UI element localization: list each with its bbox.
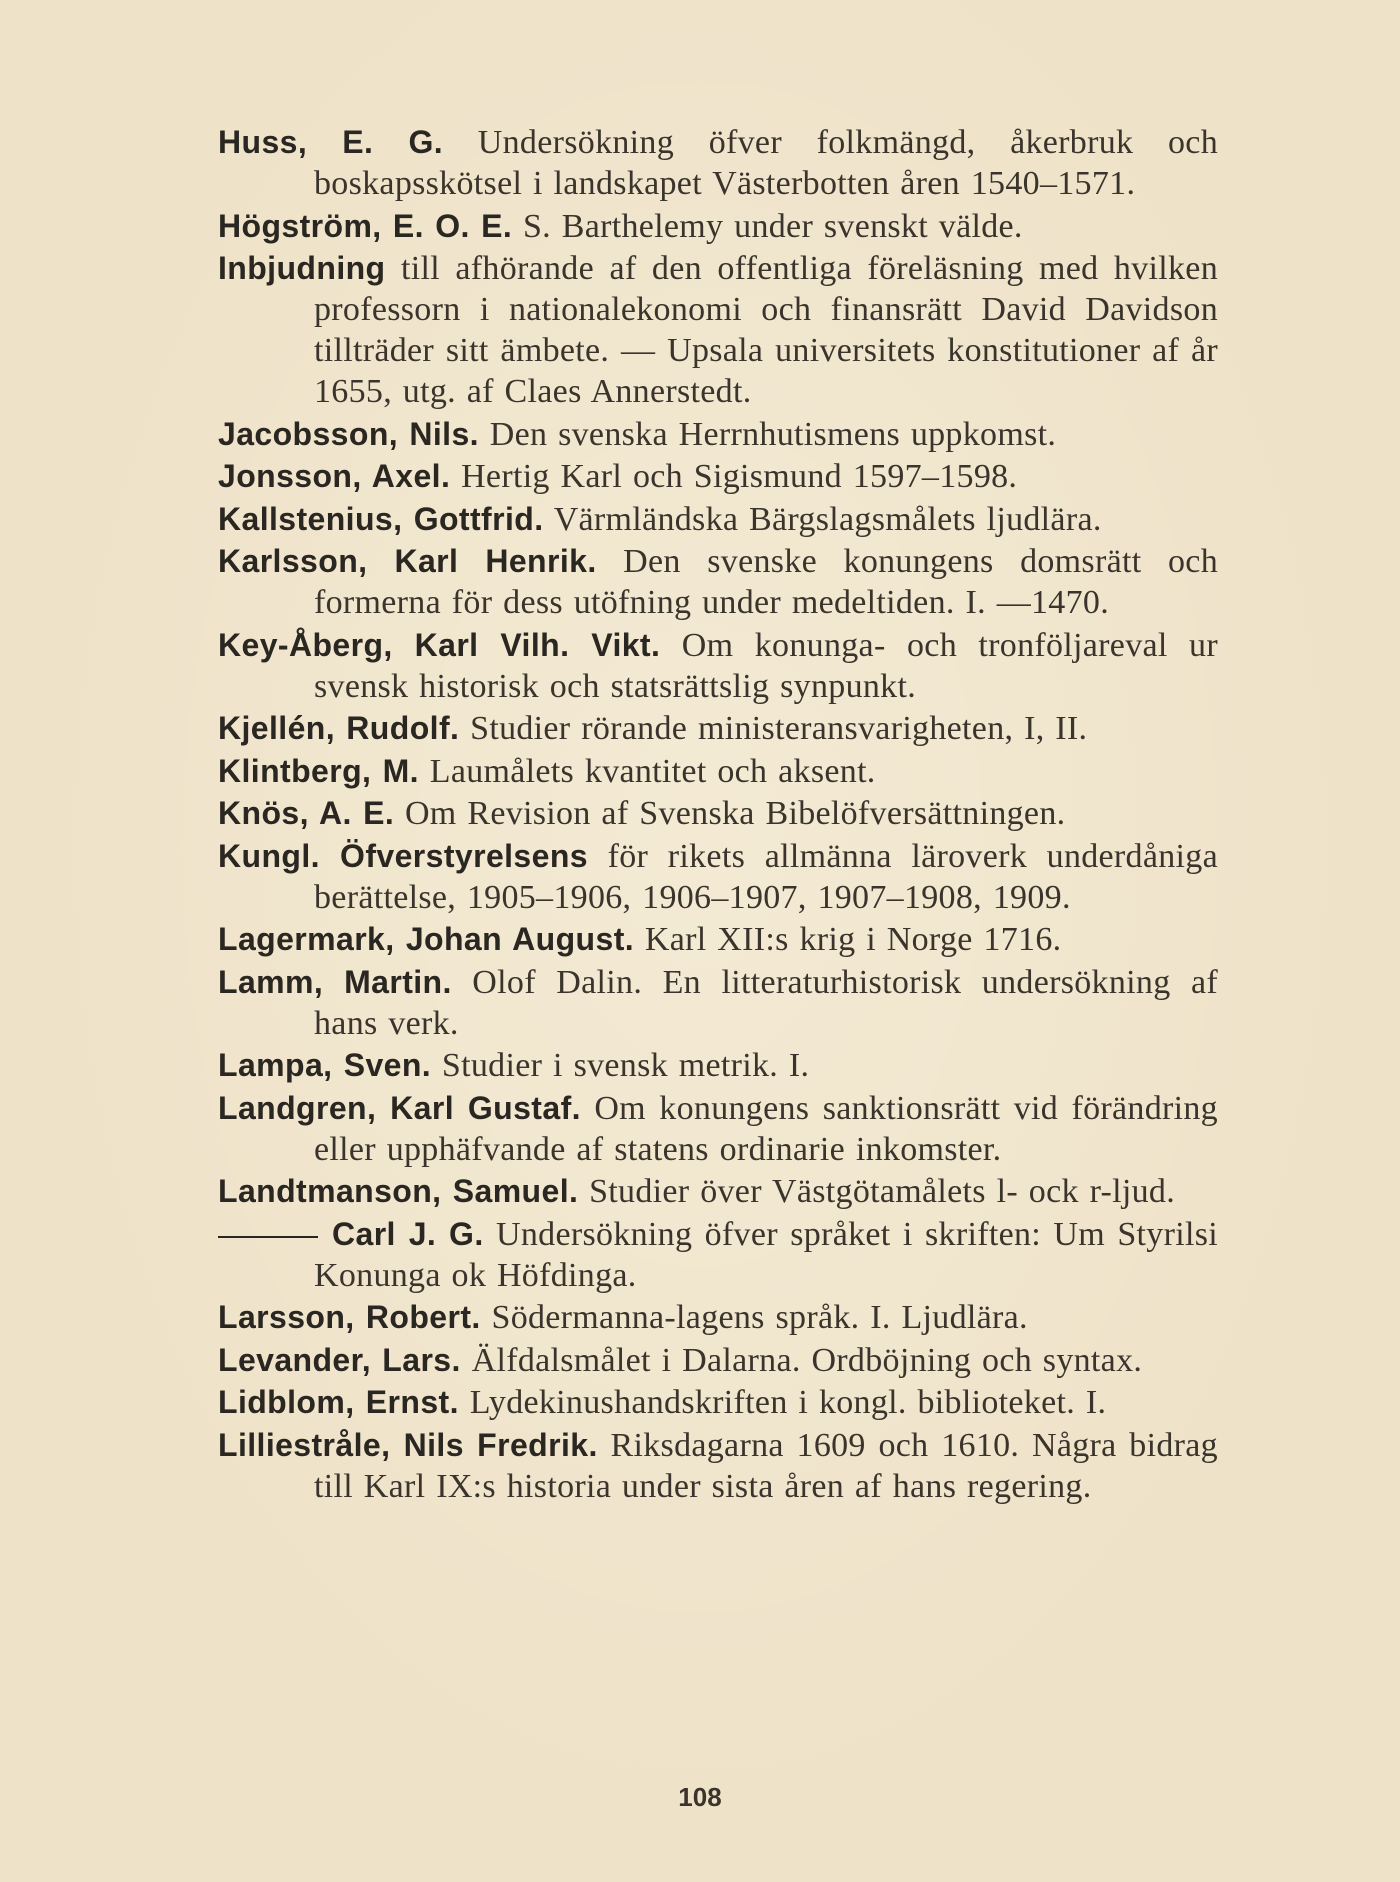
entry-author: Klintberg, M. xyxy=(218,752,419,789)
bibliography-entry xyxy=(218,541,1218,623)
bibliography-entry xyxy=(218,1382,1218,1423)
entry-author: Kungl. Öfverstyrelsens xyxy=(218,837,588,874)
bibliography-entry xyxy=(218,1425,1218,1507)
bibliography-entry xyxy=(218,1171,1218,1212)
bibliography-entry xyxy=(218,1297,1218,1338)
bibliography-entry xyxy=(218,751,1218,792)
entry-author: Levander, Lars. xyxy=(218,1341,461,1378)
entry-title: Lydekinushandskriften i kongl. biblioteket. I. xyxy=(469,1384,1107,1421)
entry-author: Högström, E. O. E. xyxy=(218,207,513,244)
entry-author: Karlsson, Karl Henrik. xyxy=(218,543,597,579)
bibliography-entry xyxy=(218,625,1218,707)
entry-title: Olof Dalin. En litteraturhistorisk undersökning af hans verk. xyxy=(314,963,1218,1042)
page-number: 108 xyxy=(678,1782,722,1812)
bibliography-entry xyxy=(218,962,1218,1044)
entry-title: Om konungens sanktionsrätt vid förändring eller upphäfvande af statens ordinarie inkomster. xyxy=(314,1089,1218,1168)
entry-title: för rikets allmänna läroverk underdåniga berättelse, 1905–1906, 1906–1907, 1907–1908, 1909. xyxy=(314,837,1218,916)
entry-author: Lilliestråle, Nils Fredrik. xyxy=(218,1426,598,1463)
entry-author: Landgren, Karl Gustaf. xyxy=(218,1089,581,1126)
entry-title: Studier i svensk metrik. I. xyxy=(441,1047,810,1084)
bibliography-entry xyxy=(218,836,1218,918)
bibliography-entry xyxy=(218,1045,1218,1086)
bibliography-entry xyxy=(218,1088,1218,1170)
entry-author: Huss, E. G. xyxy=(218,124,444,160)
entry-author: Jacobsson, Nils. xyxy=(218,415,479,452)
entry-author: Knös, A. E. xyxy=(218,795,395,831)
bibliography-entry xyxy=(218,122,1218,204)
entry-title: Studier rörande ministeransvarigheten, I, II. xyxy=(470,710,1088,747)
entry-title: S. Barthelemy under svenskt välde. xyxy=(522,207,1023,245)
bibliography-entry xyxy=(218,206,1218,247)
bibliography-entry xyxy=(218,1340,1218,1381)
entry-title: Älfdalsmålet i Dalarna. Ordböjning och syntax. xyxy=(471,1341,1143,1379)
bibliography-entry xyxy=(218,456,1218,497)
bibliography-entry xyxy=(218,499,1218,540)
entry-author: Lamm, Martin. xyxy=(218,963,452,1000)
entry-title: Södermanna-lagens språk. I. Ljudlära. xyxy=(491,1299,1028,1336)
entry-title: Undersökning öfver folkmängd, åkerbruk och boskapsskötsel i landskapet Västerbotten åren 1540–1571. xyxy=(314,124,1218,202)
bibliography-entry xyxy=(218,793,1218,834)
bibliography-entry xyxy=(218,919,1218,960)
entry-title: Värmländska Bärgslagsmålets ljudlära. xyxy=(553,500,1102,538)
entry-title: Den svenska Herrnhutismens uppkomst. xyxy=(489,415,1057,453)
entry-author: Lagermark, Johan August. xyxy=(218,921,635,957)
entry-title: Laumålets kvantitet och aksent. xyxy=(429,752,876,790)
bibliography-list xyxy=(218,122,1218,1507)
bibliography-entry xyxy=(218,708,1218,749)
bibliography-entry xyxy=(218,248,1218,412)
bibliography-entry xyxy=(218,414,1218,455)
entry-title: Om konunga- och tronföljareval ur svensk historisk och statsrättslig synpunkt. xyxy=(314,626,1218,705)
entry-author: Jonsson, Axel. xyxy=(218,458,451,494)
entry-author: Lampa, Sven. xyxy=(218,1047,432,1083)
entry-title: Om Revision af Svenska Bibelöfversättningen. xyxy=(404,795,1066,832)
entry-title: Studier över Västgötamålets l- ock r-ljud. xyxy=(589,1173,1176,1210)
entry-title: Den svenske konungens domsrätt och formerna för dess utöfning under medeltiden. I. —1470. xyxy=(314,543,1218,621)
entry-author: Inbjudning xyxy=(218,250,386,286)
bibliography-entry-continuation xyxy=(218,1214,1218,1296)
entry-author: Carl J. G. xyxy=(332,1215,484,1252)
entry-author: Larsson, Robert. xyxy=(218,1299,481,1335)
entry-title: Undersökning öfver språket i skriften: Um Styrilsi Konunga ok Höfdinga. xyxy=(314,1215,1218,1294)
entry-author: Landtmanson, Samuel. xyxy=(218,1173,579,1209)
entry-author: Key-Åberg, Karl Vilh. Vikt. xyxy=(218,626,661,663)
entry-title: Hertig Karl och Sigismund 1597–1598. xyxy=(461,458,1018,495)
entry-author: Kjellén, Rudolf. xyxy=(218,710,460,746)
entry-author: Kallstenius, Gottfrid. xyxy=(218,500,544,537)
ditto-dash xyxy=(218,1236,318,1238)
entry-title: Karl XII:s krig i Norge 1716. xyxy=(644,921,1062,958)
entry-title: till afhörande af den offentliga föreläsning med hvilken professorn i nationalekonomi och finansrätt David Davidson tillträder sitt ämbete. — Upsala universitets konstitutioner af år 1655, utg. af Claes Annerstedt. xyxy=(314,250,1218,410)
entry-title: Riksdagarna 1609 och 1610. Några bidrag till Karl IX:s historia under sista åren af hans regering. xyxy=(314,1426,1218,1505)
entry-author: Lidblom, Ernst. xyxy=(218,1384,459,1420)
